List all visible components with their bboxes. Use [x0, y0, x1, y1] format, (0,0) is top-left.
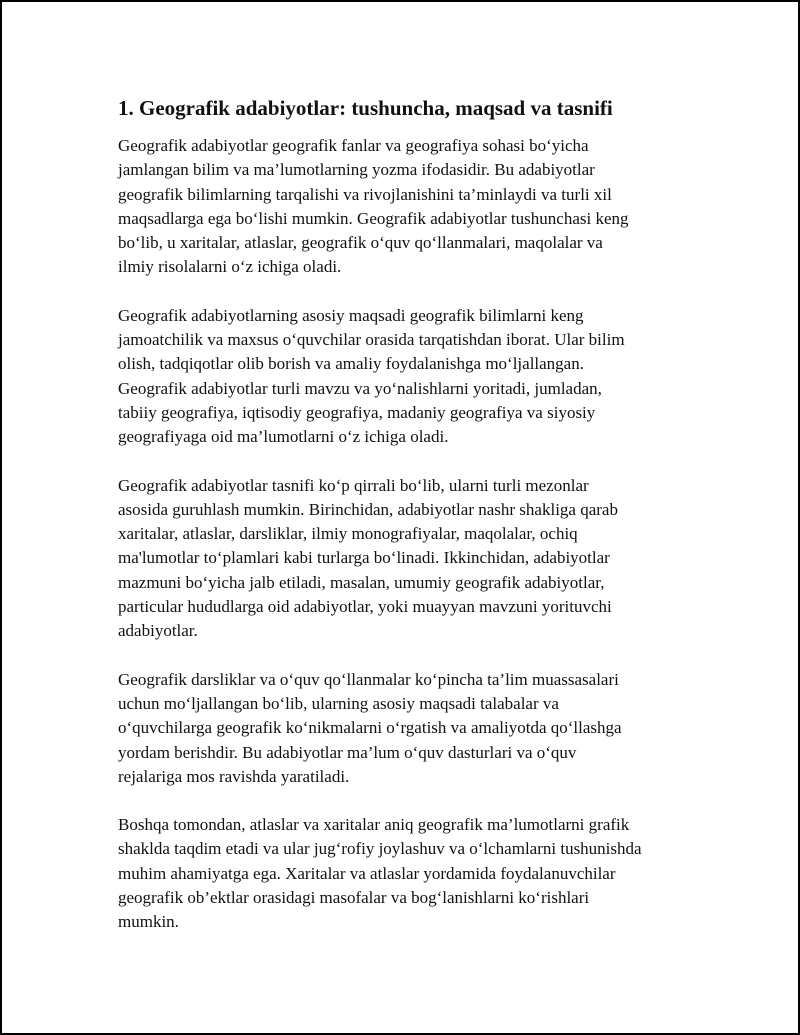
- text-line: mumkin.: [118, 912, 179, 932]
- paragraph-atlases: [118, 813, 694, 934]
- text-line: geografiyaga oid ma’lumotlarni o‘z ichiga oladi.: [118, 427, 449, 447]
- text-line: mazmuni bo‘yicha jalb etiladi, masalan, umumiy geografik adabiyotlar,: [118, 572, 605, 592]
- text-line: jamlangan bilim va ma’lumotlarning yozma ifodasidir. Bu adabiyotlar: [118, 160, 595, 180]
- text-line: ma'lumotlar to‘plamlari kabi turlarga bo‘linadi. Ikkinchidan, adabiyotlar: [118, 548, 610, 568]
- text-line: Boshqa tomondan, atlaslar va xaritalar aniq geografik ma’lumotlarni grafik: [118, 815, 630, 835]
- text-line: o‘quvchilarga geografik ko‘nikmalarni o‘rgatish va amaliyotda qo‘llashga: [118, 718, 622, 738]
- text-line: particular hududlarga oid adabiyotlar, yoki muayyan mavzuni yorituvchi: [118, 597, 612, 617]
- text-line: ilmiy risolalarni o‘z ichiga oladi.: [118, 257, 342, 277]
- text-line: muhim ahamiyatga ega. Xaritalar va atlaslar yordamida foydalanuvchilar: [118, 863, 616, 883]
- text-line: geografik ob’ektlar orasidagi masofalar va bog‘lanishlarni ko‘rishlari: [118, 888, 590, 908]
- text-line: Geografik adabiyotlarning asosiy maqsadi geografik bilimlarni keng: [118, 305, 584, 325]
- text-line: tabiiy geografiya, iqtisodiy geografiya, madaniy geografiya va siyosiy: [118, 402, 596, 422]
- text-line: Geografik adabiyotlar tasnifi ko‘p qirrali bo‘lib, ularni turli mezonlar: [118, 475, 589, 495]
- text-line: Geografik adabiyotlar turli mavzu va yo‘nalishlarni yoritadi, jumladan,: [118, 378, 602, 398]
- text-line: geografik bilimlarning tarqalishi va rivojlanishini ta’minlaydi va turli xil: [118, 184, 612, 204]
- text-line: shaklda taqdim etadi va ular jug‘rofiy joylashuv va o‘lchamlarni tushunishda: [118, 839, 642, 859]
- paragraph-textbooks: [118, 668, 694, 789]
- text-line: asosida guruhlash mumkin. Birinchidan, adabiyotlar nashr shakliga qarab: [118, 499, 618, 519]
- paragraph-definition: [118, 134, 694, 280]
- paragraph-purpose: [118, 304, 694, 450]
- paragraph-classification: [118, 474, 694, 644]
- text-line: rejalariga mos ravishda yaratiladi.: [118, 766, 350, 786]
- text-line: Geografik adabiyotlar geografik fanlar va geografiya sohasi bo‘yicha: [118, 136, 589, 155]
- document-body: [118, 94, 694, 959]
- text-line: bo‘lib, u xaritalar, atlaslar, geografik o‘quv qo‘llanmalari, maqolalar va: [118, 233, 603, 253]
- text-line: yordam berishdir. Bu adabiyotlar ma’lum o‘quv dasturlari va o‘quv: [118, 742, 577, 762]
- text-line: adabiyotlar.: [118, 621, 198, 641]
- text-line: uchun mo‘ljallangan bo‘lib, ularning asosiy maqsadi talabalar va: [118, 693, 559, 713]
- text-line: olish, tadqiqotlar olib borish va amaliy foydalanishga mo‘ljallangan.: [118, 354, 584, 374]
- text-line: xaritalar, atlaslar, darsliklar, ilmiy monografiyalar, maqolalar, ochiq: [118, 524, 578, 544]
- text-line: Geografik darsliklar va o‘quv qo‘llanmalar ko‘pincha ta’lim muassasalari: [118, 669, 619, 689]
- text-line: jamoatchilik va maxsus o‘quvchilar orasida tarqatishdan iborat. Ular bilim: [118, 330, 625, 350]
- text-line: maqsadlarga ega bo‘lishi mumkin. Geografik adabiyotlar tushunchasi keng: [118, 208, 629, 228]
- section-title: 1. Geografik adabiyotlar: tushuncha, maqsad va tasnifi: [118, 96, 613, 120]
